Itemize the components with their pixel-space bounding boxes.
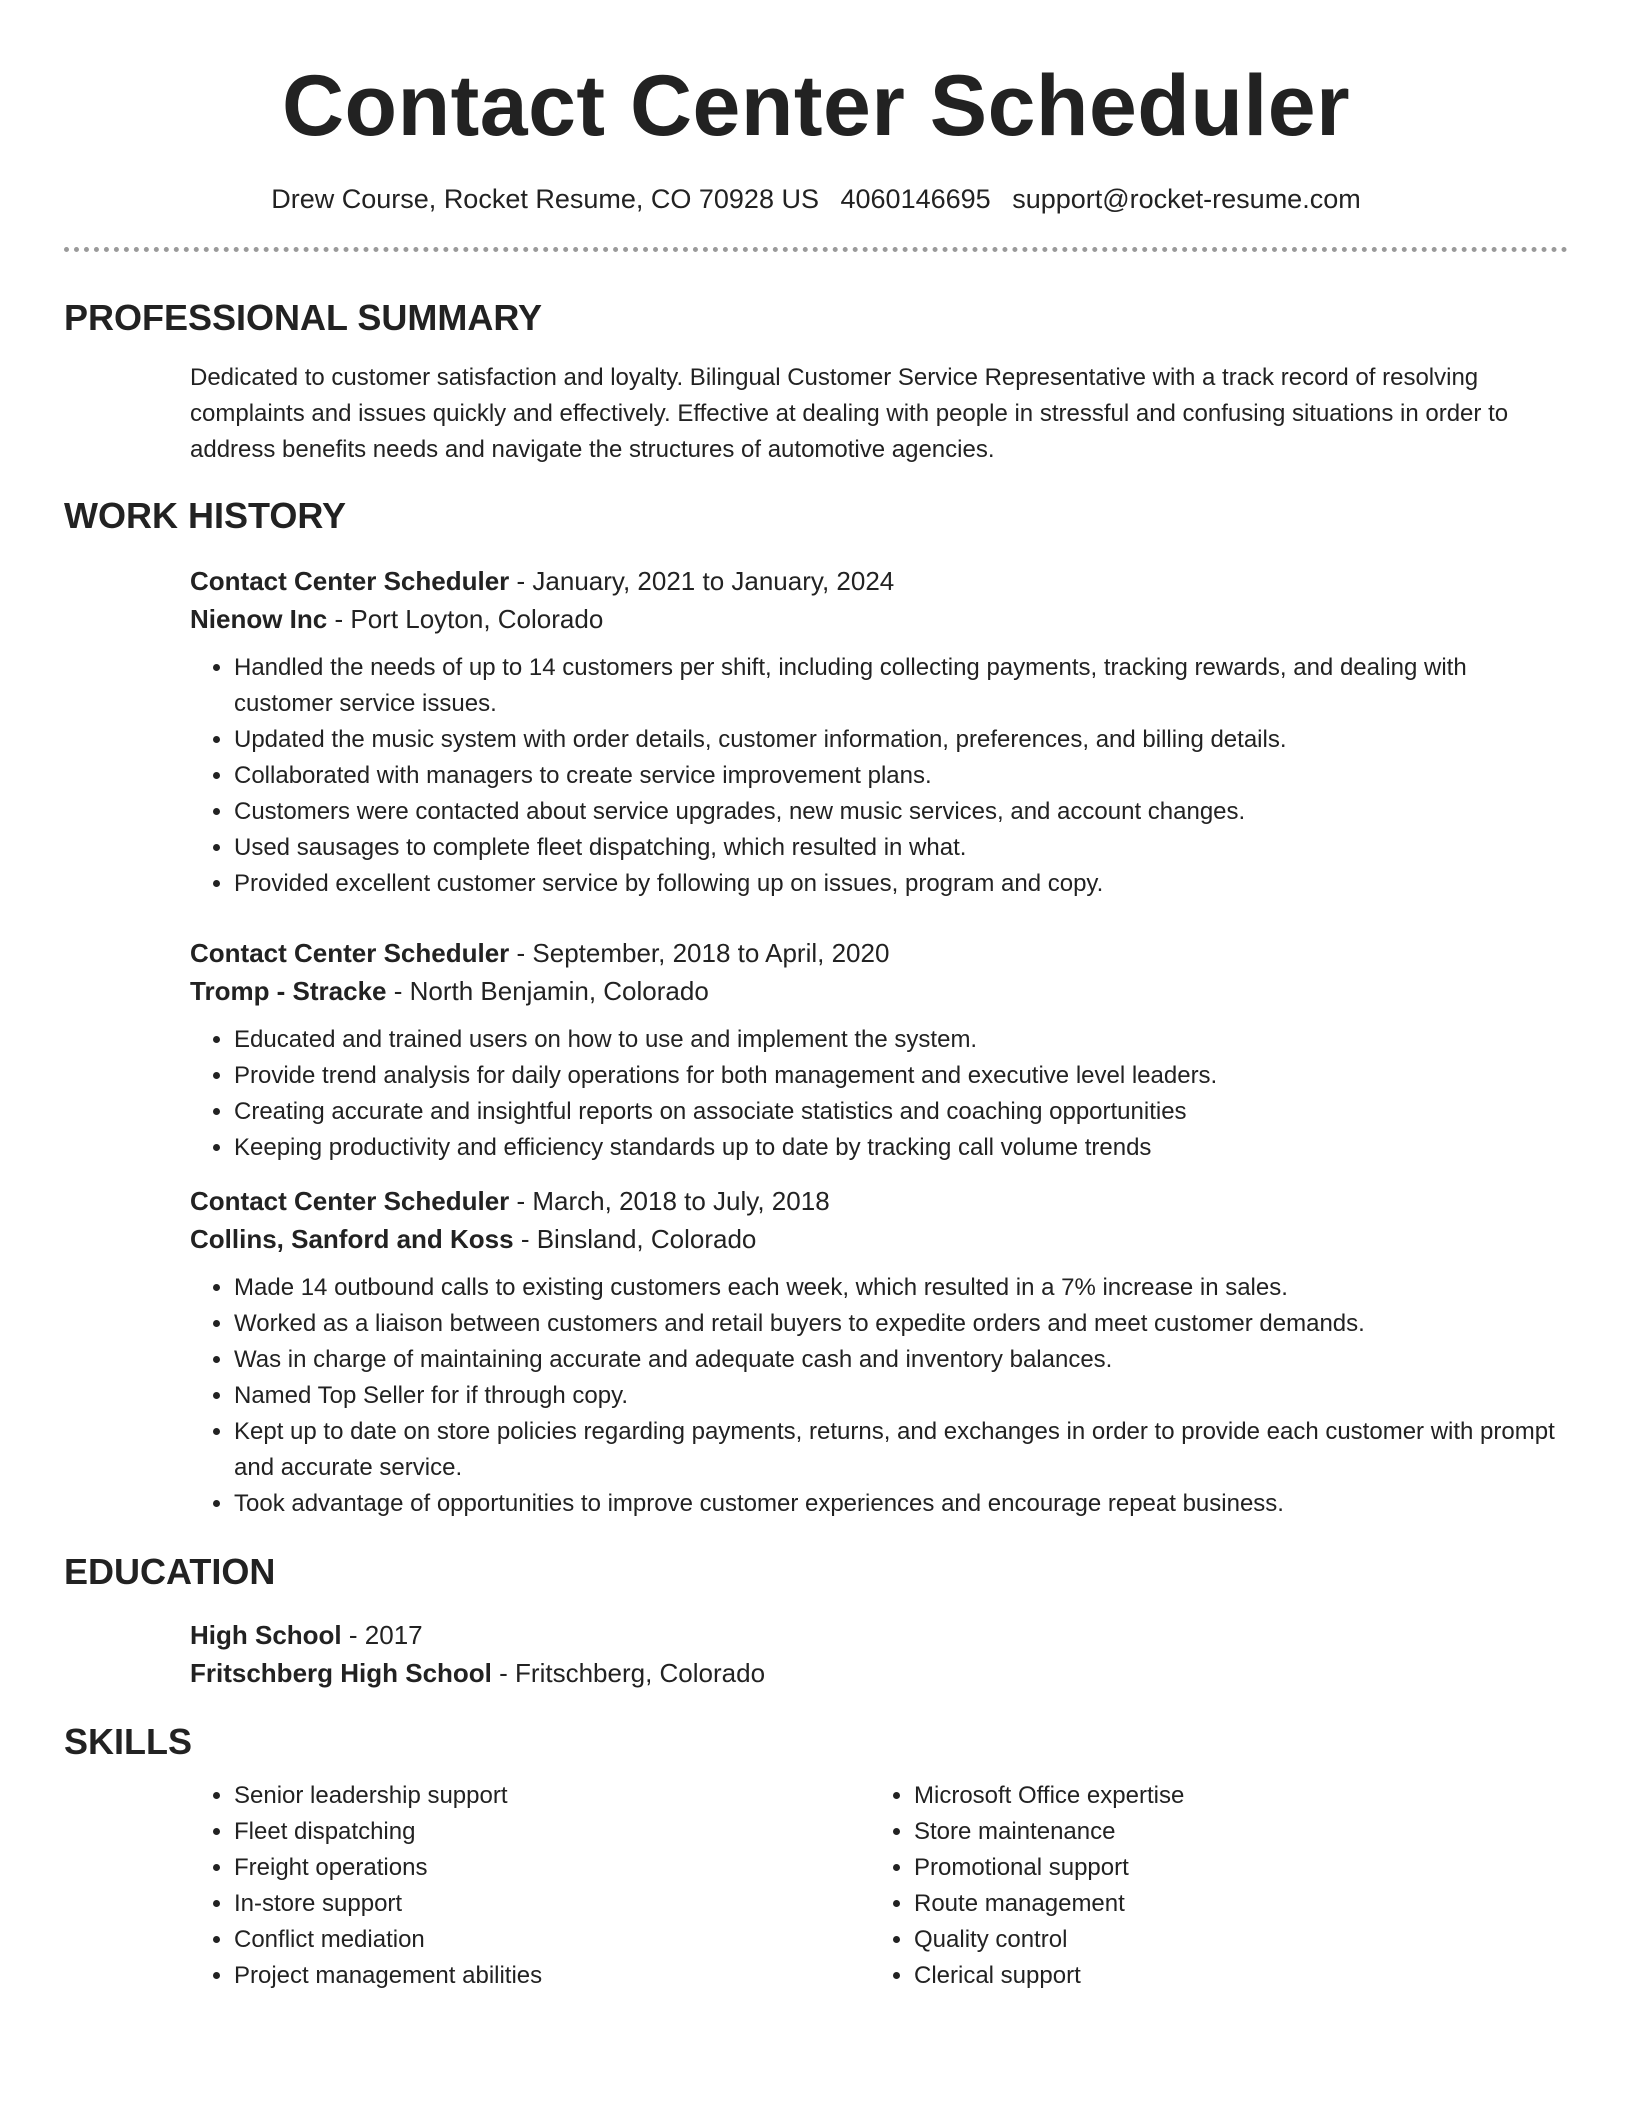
list-item: • Handled the needs of up to 14 customers per shift, including collecting payments, tracking rewards, and dealing with customer service issues.	[234, 650, 1568, 722]
list-item: • Took advantage of opportunities to improve customer experiences and encourage repeat business.	[234, 1486, 1568, 1522]
job-entry	[190, 1182, 1568, 1522]
list-item: • Creating accurate and insightful reports on associate statistics and coaching opportunities	[234, 1094, 1568, 1130]
contact-phone: 4060146695	[840, 184, 991, 214]
job-location: - North Benjamin, Colorado	[386, 976, 709, 1006]
list-item: • Named Top Seller for if through copy.	[234, 1378, 1568, 1414]
summary-text: Dedicated to customer satisfaction and loyalty. Bilingual Customer Service Representative with a track record of resolving complaints and issues quickly and effectively. Effective at dealing with people in stressful and confusing situations in order to address benefits needs and navigate the structures of automotive agencies.	[190, 364, 1509, 463]
education-location: - Fritschberg, Colorado	[491, 1658, 766, 1688]
list-item: • Fleet dispatching	[234, 1814, 870, 1850]
work-history-heading: WORK HISTORY	[64, 495, 347, 536]
job-location: - Port Loyton, Colorado	[327, 604, 604, 634]
list-item: • Worked as a liaison between customers and retail buyers to expedite orders and meet customer demands.	[234, 1306, 1568, 1342]
list-item: • Quality control	[914, 1922, 1550, 1958]
list-item: • Microsoft Office expertise	[914, 1778, 1550, 1814]
job-entry	[190, 934, 1568, 1166]
job-company-line	[190, 600, 1568, 638]
list-item: • Used sausages to complete fleet dispatching, which resulted in what.	[234, 830, 1568, 866]
list-item: • Keeping productivity and efficiency standards up to date by tracking call volume trends	[234, 1130, 1568, 1166]
skills-left-column	[190, 1778, 870, 1994]
summary-heading: PROFESSIONAL SUMMARY	[64, 297, 543, 338]
job-title-line	[190, 934, 1568, 972]
job-entry	[190, 562, 1568, 902]
job-company: Collins, Sanford and Koss	[190, 1224, 514, 1254]
education-school: Fritschberg High School	[190, 1658, 492, 1688]
list-item: • Provide trend analysis for daily operations for both management and executive level leaders.	[234, 1058, 1568, 1094]
job-company: Tromp - Stracke	[190, 976, 387, 1006]
header-divider	[64, 247, 1568, 252]
contact-email: support@rocket-resume.com	[1012, 184, 1361, 214]
education-degree-line	[190, 1616, 1568, 1654]
job-role: Contact Center Scheduler	[190, 938, 510, 968]
list-item: • Promotional support	[914, 1850, 1550, 1886]
job-role: Contact Center Scheduler	[190, 566, 510, 596]
list-item: • Route management	[914, 1886, 1550, 1922]
list-item: • Conflict mediation	[234, 1922, 870, 1958]
skills-columns	[190, 1778, 1568, 1994]
job-bullets	[190, 650, 1568, 902]
education-entry	[190, 1616, 1568, 1692]
list-item: • Store maintenance	[914, 1814, 1550, 1850]
job-company-line	[190, 1220, 1568, 1258]
job-company: Nienow Inc	[190, 604, 328, 634]
list-item: • Clerical support	[914, 1958, 1550, 1994]
job-dates: - September, 2018 to April, 2020	[509, 938, 890, 968]
education-year: - 2017	[341, 1620, 423, 1650]
list-item: • Updated the music system with order details, customer information, preferences, and billing details.	[234, 722, 1568, 758]
list-item: • In-store support	[234, 1886, 870, 1922]
list-item: • Freight operations	[234, 1850, 870, 1886]
contact-address: Drew Course, Rocket Resume, CO 70928 US	[271, 184, 819, 214]
list-item: • Customers were contacted about service upgrades, new music services, and account changes.	[234, 794, 1568, 830]
job-title-line	[190, 562, 1568, 600]
list-item: • Was in charge of maintaining accurate and adequate cash and inventory balances.	[234, 1342, 1568, 1378]
job-dates: - January, 2021 to January, 2024	[509, 566, 895, 596]
resume-name: Contact Center Scheduler	[281, 58, 1351, 154]
job-location: - Binsland, Colorado	[513, 1224, 757, 1254]
education-school-line	[190, 1654, 1568, 1692]
list-item: • Project management abilities	[234, 1958, 870, 1994]
job-bullets	[190, 1022, 1568, 1166]
education-degree: High School	[190, 1620, 342, 1650]
list-item: • Collaborated with managers to create service improvement plans.	[234, 758, 1568, 794]
job-bullets	[190, 1270, 1568, 1522]
list-item: • Made 14 outbound calls to existing customers each week, which resulted in a 7% increase in sales.	[234, 1270, 1568, 1306]
list-item: • Provided excellent customer service by following up on issues, program and copy.	[234, 866, 1568, 902]
list-item: • Kept up to date on store policies regarding payments, returns, and exchanges in order to provide each customer with prompt and accurate service.	[234, 1414, 1568, 1486]
skills-heading: SKILLS	[64, 1721, 193, 1762]
job-role: Contact Center Scheduler	[190, 1186, 510, 1216]
list-item: • Educated and trained users on how to use and implement the system.	[234, 1022, 1568, 1058]
job-title-line	[190, 1182, 1568, 1220]
job-dates: - March, 2018 to July, 2018	[509, 1186, 830, 1216]
list-item: • Senior leadership support	[234, 1778, 870, 1814]
skills-right-column	[870, 1778, 1550, 1994]
contact-line	[64, 182, 1568, 216]
job-company-line	[190, 972, 1568, 1010]
education-heading: EDUCATION	[64, 1551, 276, 1592]
